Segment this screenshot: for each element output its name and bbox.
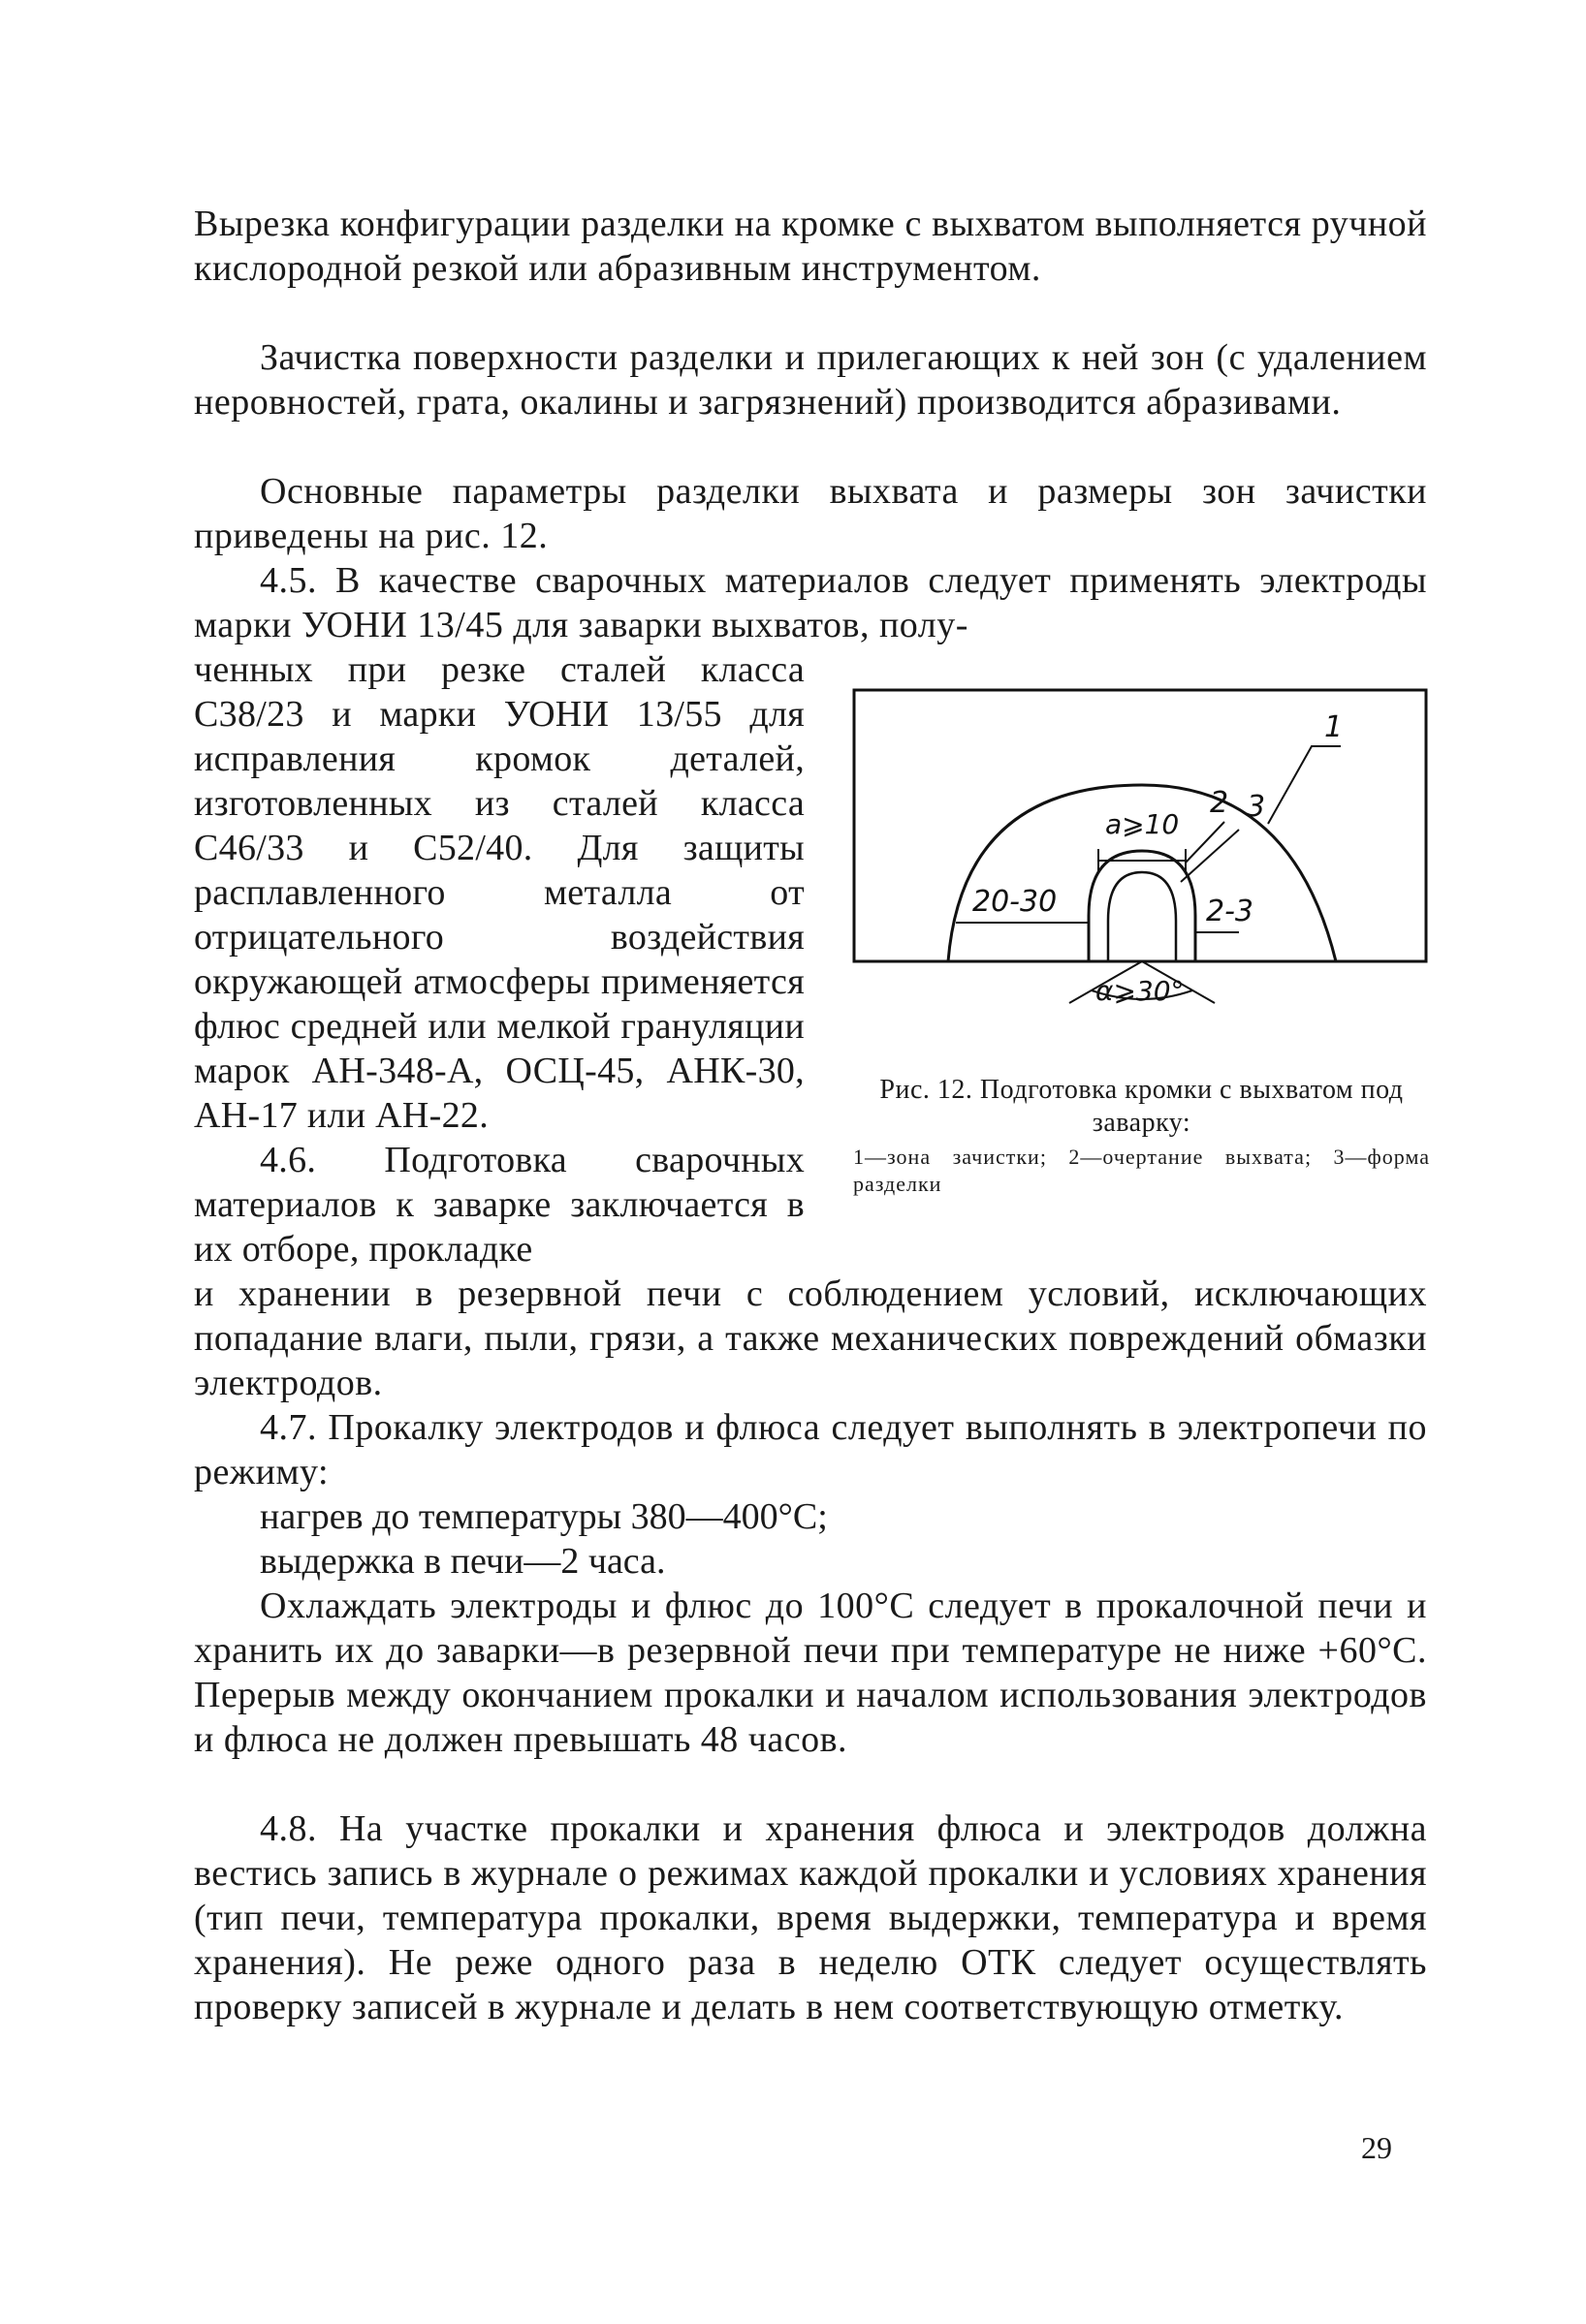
regime-heating: нагрев до температуры 380—400°С;: [260, 1496, 828, 1537]
outer-groove-outline: [1089, 851, 1195, 961]
figure-legend: 1—зона зачистки; 2—очертание выхвата; 3—форма разделки: [853, 1145, 1430, 1196]
paragraph-cutting: Вырезка конфигурации разделки на кромке с выхватом выполняется ручной кислородной резкой или абразивным инструментом.: [194, 204, 1427, 289]
paragraph-cleaning: Зачистка поверхности разделки и прилегающих к ней зон (с удалением неровностей, грата, окалины и загрязнений) производится абразивами.: [194, 337, 1427, 423]
regime-holding: выдержка в печи—2 часа.: [260, 1541, 666, 1582]
paragraph-4-5-continued: ченных при резке сталей класса С38/23 и марки УОНИ 13/55 для исправления кромок деталей, изготовленных из сталей класса С46/33 и С52/40. Для защиты расплавленного металла от отрицательного воздействия окружающей атмосферы применяется флюс средней или мелкой грануляции марок АН-348-А, ОСЦ-45, АНК-30, АН-17 или АН-22.: [194, 649, 805, 1136]
paragraph-cooling: Охлаждать электроды и флюс до 100°С следует в прокалочной печи и хранить их до заварки—в резервной печи при температуре не ниже +60°С. Перерыв между окончанием прокалки и началом использования электродов и флюса не должен превышать 48 часов.: [194, 1586, 1427, 1760]
paragraph-4-6-continued: и хранении в резервной печи с соблюдением условий, исключающих попадание влаги, пыли, грязи, а также механических повреждений обмазки электродов.: [194, 1273, 1427, 1403]
paragraph-4-7: 4.7. Прокалку электродов и флюса следует выполнять в электропечи по режиму:: [194, 1407, 1427, 1492]
paragraph-4-6-start: 4.6. Подготовка сварочных материалов к заварке заключается в их отборе, прокладке: [194, 1140, 805, 1270]
label-20-30: 20-30: [972, 885, 1058, 919]
label-alpha: α⩾30°: [1095, 975, 1185, 1007]
edge-preparation-diagram: [851, 678, 1433, 1105]
page-number: 29: [1361, 2130, 1392, 2165]
label-2: 2: [1210, 786, 1229, 820]
leader-1: [1268, 746, 1341, 824]
label-a: a⩾10: [1105, 808, 1180, 840]
figure-caption: Рис. 12. Подготовка кромки с выхватом под заварку:: [879, 1075, 1404, 1138]
inner-groove-outline: [1108, 872, 1176, 961]
paragraph-4-8: 4.8. На участке прокалки и хранения флюса и электродов должна вестись запись в журнале о режимах каждой прокалки и условиях хранения (тип печи, температура прокалки, время выдержки, температура и время хранения). Не реже одного раза в неделю ОТК следует осуществлять проверку записей в журнале и делать в нем соответствующую отметку.: [194, 1808, 1427, 2027]
paragraph-4-5-start: 4.5. В качестве сварочных материалов следует применять электроды марки УОНИ 13/45 для заварки выхватов, полу-: [194, 560, 1427, 645]
label-2-3: 2-3: [1206, 895, 1253, 928]
label-1: 1: [1324, 710, 1344, 744]
figure-12: [851, 678, 1433, 1105]
paragraph-parameters: Основные параметры разделки выхвата и размеры зон зачистки приведены на рис. 12.: [194, 471, 1427, 556]
leader-2: [1186, 822, 1224, 863]
label-3: 3: [1247, 790, 1266, 824]
